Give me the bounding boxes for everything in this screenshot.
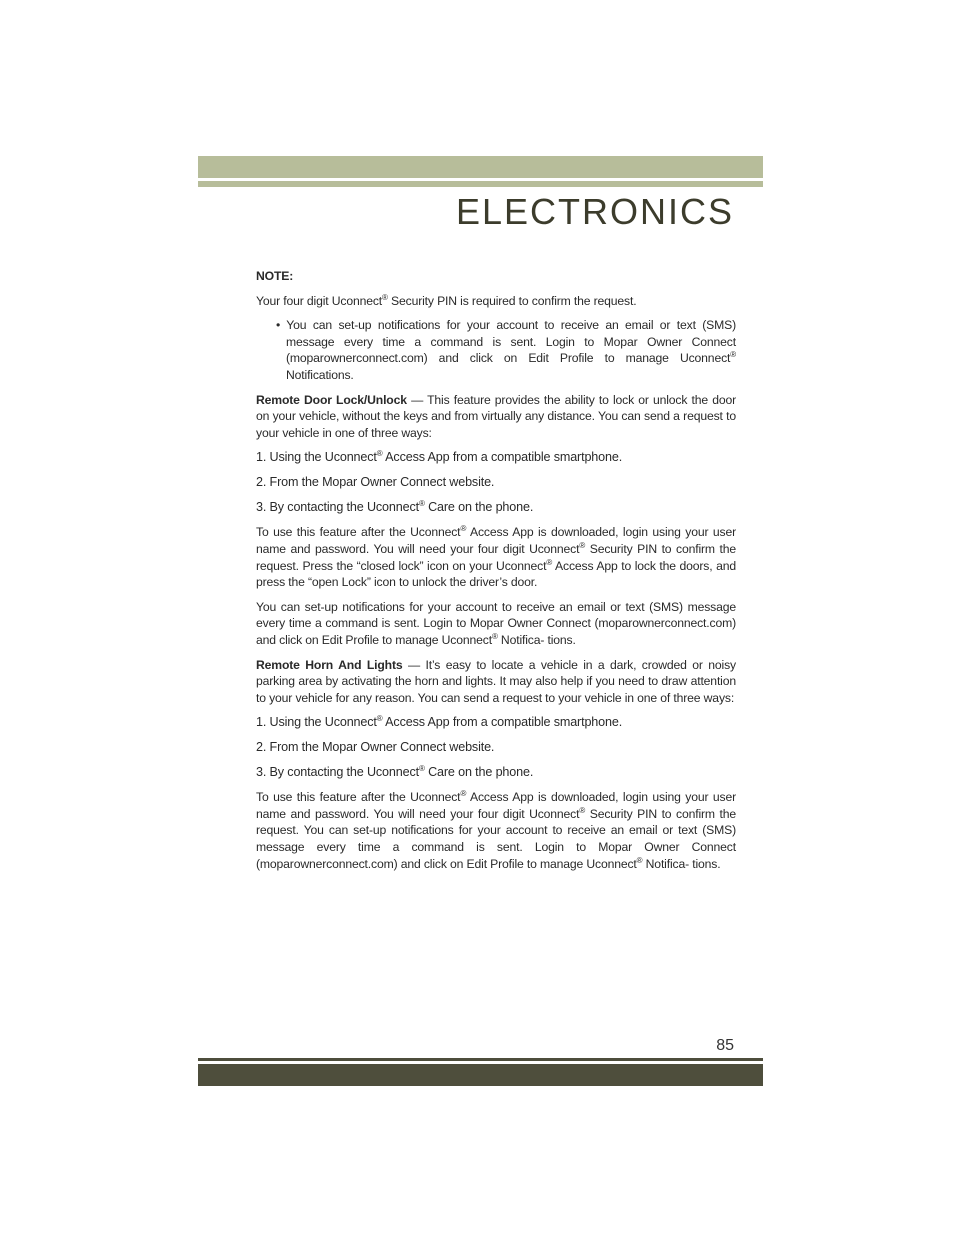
remote-horn-paragraph [256, 657, 736, 707]
page-number: 85 [716, 1037, 734, 1054]
section-title: ELECTRONICS [455, 191, 734, 232]
remote-horn-intro: — It’s easy to locate a vehicle in a dark, crowded or noisy parking area by activating the horn and lights. It may also help if you need to draw attention to your vehicle for any reason. You can send a request to your vehicle in one of three ways: [256, 657, 736, 705]
footer-rule [198, 1058, 763, 1061]
remote-door-usage: To use this feature after the Uconnect® Access App is downloaded, login using your user name and password. You will need your four digit Uconnect® Security PIN to confirm the request. Press the “closed lock” icon on your Uconnect® Access App to lock the doors, and press the “open Lock” icon to unlock the driver’s door. [256, 524, 737, 590]
page-content [256, 268, 736, 880]
remote-door-step-1: 1. Using the Uconnect® Access App from a compatible smartphone. [256, 449, 623, 465]
remote-horn-usage: To use this feature after the Uconnect® Access App is downloaded, login using your user name and password. You will need your four digit Uconnect® Security PIN to confirm the request. You can set-up notifications for your account to receive an email or text (SMS) message every time a command is sent. Login to Mopar Owner Connect (moparownerconnect.com) and click on Edit Profile to manage Uconnect® Notifica- tions. [256, 789, 737, 871]
note-bullet: • You can set-up notifications for your account to receive an email or text (SMS) message every time a command is sent. Login to Mopar Owner Connect (moparownerconnect.com) and click on Edit Profile to manage Uconnect® Notifications. [276, 318, 736, 382]
remote-door-intro: — This feature provides the ability to lock or unlock the door on your vehicle, without the keys and from virtually any distance. You can send a request to your vehicle in one of three ways: [256, 392, 736, 440]
remote-door-step-3: 3. By contacting the Uconnect® Care on the phone. [256, 499, 534, 515]
note-text: Your four digit Uconnect® Security PIN is required to confirm the request. [256, 292, 637, 308]
header-rule [198, 181, 763, 187]
remote-door-heading: Remote Door Lock/Unlock [256, 392, 407, 407]
remote-horn-step-3: 3. By contacting the Uconnect® Care on the phone. [256, 764, 534, 780]
remote-door-notifications: You can set-up notifications for your account to receive an email or text (SMS) message every time a command is sent. Login to Mopar Owner Connect (moparownerconnect.com) and click on Edit Profile to manage Uconnect® Notifica- tions. [256, 599, 736, 647]
footer-band [198, 1064, 763, 1086]
remote-horn-step-1: 1. Using the Uconnect® Access App from a compatible smartphone. [256, 714, 623, 730]
header-band [198, 156, 763, 178]
remote-horn-step-2: 2. From the Mopar Owner Connect website. [256, 740, 495, 755]
note-label: NOTE: [256, 269, 294, 283]
remote-horn-heading: Remote Horn And Lights [256, 657, 403, 672]
remote-door-step-2: 2. From the Mopar Owner Connect website. [256, 475, 495, 490]
remote-door-paragraph [256, 392, 736, 442]
